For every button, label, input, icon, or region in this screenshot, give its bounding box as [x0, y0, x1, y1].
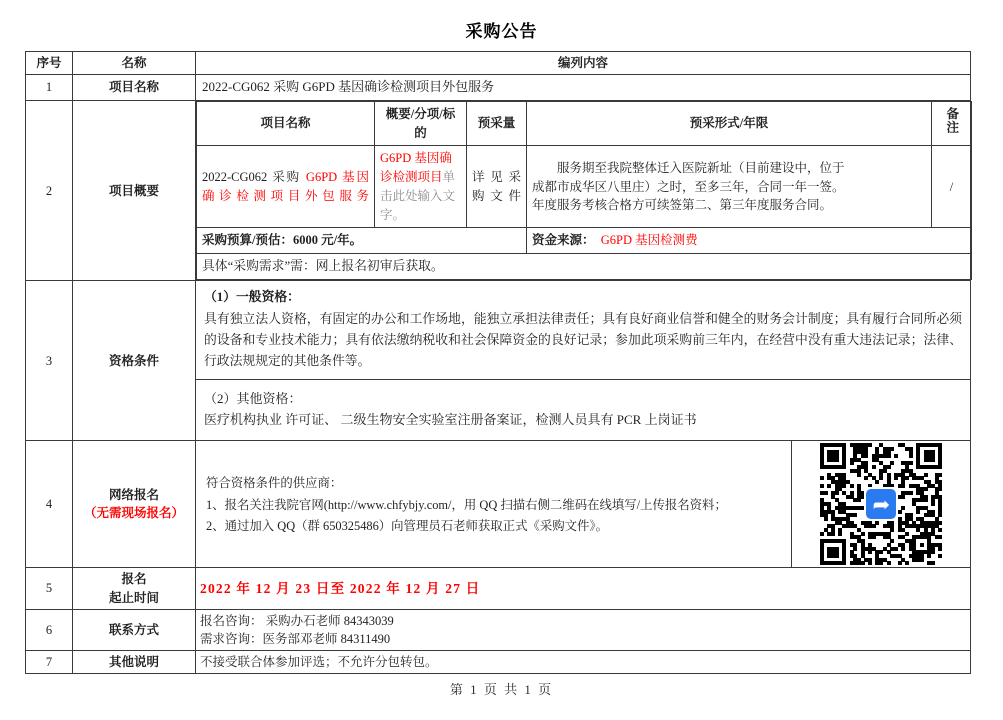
header-name: 名称 — [73, 52, 196, 75]
row-label-project-name: 项目名称 — [73, 75, 196, 101]
summary-red-text: G6PD 基因确诊检测项目 — [380, 151, 452, 185]
registration-text-cell — [196, 441, 791, 567]
project-overview-cell — [196, 100, 971, 280]
sub-header-quantity: 预采量 — [467, 101, 527, 146]
sub-header-note: 备注 — [932, 101, 972, 146]
subtable-data-row — [197, 146, 972, 228]
qualification-other-text: 医疗机构执业 许可证、 二级生物安全实验室注册备案证，检测人员具有 PCR 上岗证书 — [204, 412, 697, 428]
registration-period-label-line-2: 起止时间 — [108, 590, 159, 605]
table-row — [26, 281, 971, 441]
sub-cell-form-term — [527, 146, 932, 228]
project-code-text: 2022-CG062 采购 — [202, 170, 306, 185]
announcement-table — [25, 51, 971, 674]
contact-line-1: 报名咨询： 采购办石老师 84343039 — [200, 613, 394, 628]
header-content: 编列内容 — [196, 52, 971, 75]
registration-item-1: 1、报名关注我院官网(http://www.chfybjy.com/，用 QQ 扫描右侧二维码在线填写/上传报名资料； — [206, 497, 727, 512]
subtable-header-row — [197, 101, 972, 146]
row-label-other-notes: 其他说明 — [73, 650, 196, 673]
row-index: 3 — [26, 281, 73, 441]
row-label-registration-period — [73, 568, 196, 609]
table-row — [26, 441, 971, 568]
table-row — [26, 75, 971, 101]
sub-header-project-name: 项目名称 — [197, 101, 375, 146]
fund-source-value: G6PD 基因检测费 — [600, 233, 698, 248]
row-index: 6 — [26, 609, 73, 650]
row-label-online-registration — [73, 441, 196, 568]
page-title: 采购公告 — [465, 22, 538, 41]
registration-instructions — [200, 465, 787, 544]
online-registration-label-line-1: 网络报名 — [108, 488, 159, 503]
qualification-other-block — [196, 380, 970, 440]
registration-intro: 符合资格条件的供应商： — [206, 475, 343, 490]
registration-period-label-line-1: 报名 — [121, 572, 147, 587]
fund-source-cell — [527, 228, 972, 254]
qualification-general-text: 具有独立法人资格，有固定的办公和工作场地，能独立承担法律责任；具有良好商业信誉和健全的财务会计制度；具有履行合同所必须的设备和专业技术能力；具有依法缴纳税收和社会保障资金的良好记录；参加此项采购前三年内，在经营中没有重大违法记录；法律、行政法规规定的其他条件等。 — [204, 312, 962, 368]
row-index: 2 — [26, 100, 73, 280]
contact-line-2: 需求咨询：医务部邓老师 84311490 — [200, 631, 391, 646]
form-term-line-1: 服务期至我院整体迁入医院新址（目前建设中，位于 — [557, 160, 845, 175]
row-label-qualification: 资格条件 — [73, 281, 196, 441]
budget-cell — [197, 228, 527, 254]
row-index: 5 — [26, 568, 73, 609]
requirement-note-row — [197, 254, 972, 280]
qualification-other-title: （2）其他资格： — [204, 391, 302, 407]
row-label-project-overview: 项目概要 — [73, 100, 196, 280]
sub-cell-note: / — [932, 146, 972, 228]
project-desc-text: G6PD 基因确诊检测项目外包服务 — [202, 170, 369, 203]
registration-item-2: 2、通过加入 QQ（群 650325486）向管理员石老师获取正式《采购文件》。 — [206, 519, 609, 534]
sub-header-summary: 概要/分项/标的 — [375, 101, 467, 146]
qq-bird-glyph: ➦ — [872, 492, 891, 517]
page-footer: 第 1 页 共 1 页 — [449, 682, 554, 697]
table-header-row — [26, 52, 971, 75]
registration-inner-table — [196, 441, 971, 567]
qr-code[interactable] — [820, 443, 942, 565]
budget-label: 采购预算/预估： — [202, 233, 293, 248]
table-row — [26, 609, 971, 650]
qualification-cell — [196, 281, 971, 441]
sub-cell-quantity: 详见采购文件 — [467, 146, 527, 228]
table-row — [26, 100, 971, 280]
summary-placeholder-text: 单击此处输入文字。 — [380, 170, 456, 222]
qualification-general-block — [196, 281, 970, 379]
budget-row — [197, 228, 972, 254]
qr-logo-icon — [866, 489, 896, 519]
budget-value: 6000 元/年。 — [292, 233, 363, 248]
row-index: 1 — [26, 75, 73, 101]
qualification-general-title: （1）一般资格： — [204, 290, 300, 305]
registration-period-value: 2022 年 12 月 23 日至 2022 年 12 月 27 日 — [200, 580, 481, 596]
row-label-contact: 联系方式 — [73, 609, 196, 650]
row-index: 7 — [26, 650, 73, 673]
requirement-note: 具体“采购需求”需：网上报名初审后获取。 — [197, 254, 972, 280]
sub-cell-project-name — [197, 146, 375, 228]
other-notes-value: 不接受联合体参加评选；不允许分包转包。 — [196, 650, 971, 673]
header-index: 序号 — [26, 52, 73, 75]
form-term-line-3: 年度服务考核合格方可续签第二、第三年度服务合同。 — [532, 198, 833, 213]
qr-code-cell — [791, 441, 971, 567]
contact-cell — [196, 609, 971, 650]
online-registration-label-line-2: （无需现场报名） — [83, 506, 184, 521]
form-term-line-2: 成都市成华区八里庄）之时，至多三年，合同一年一签。 — [532, 179, 845, 194]
sub-header-form-term: 预采形式/年限 — [527, 101, 932, 146]
row-index: 4 — [26, 441, 73, 568]
fund-source-label: 资金来源： — [532, 233, 595, 248]
sub-cell-summary — [375, 146, 467, 228]
project-overview-subtable — [196, 101, 972, 280]
project-name-value: 2022-CG062 采购 G6PD 基因确诊检测项目外包服务 — [196, 75, 971, 101]
table-row — [26, 568, 971, 609]
registration-period-cell — [196, 568, 971, 609]
table-row — [26, 650, 971, 673]
registration-cell — [196, 441, 971, 568]
